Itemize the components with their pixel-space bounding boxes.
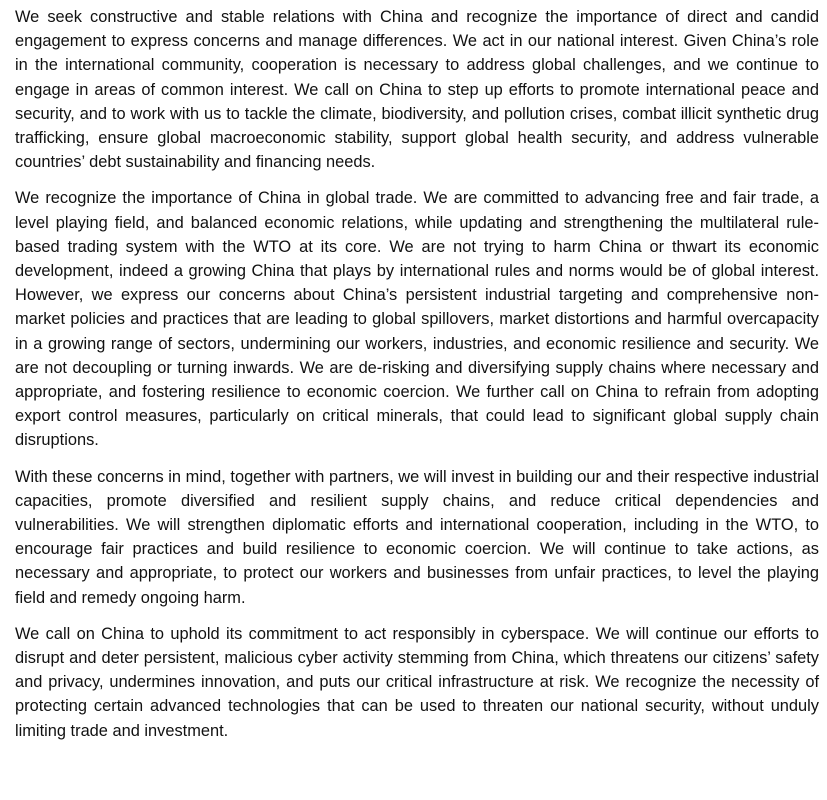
paragraph-cyberspace: We call on China to uphold its commitment to act responsibly in cyberspace. We will continue our efforts to disrupt and deter persistent, malicious cyber activity stemming from China, which threatens our citizens’ safety and privacy, undermines innovation, and puts our critical infrastructure at risk. We recognize the necessity of protecting certain advanced technologies that can be used to threaten our national security, without unduly limiting trade and investment. [15, 624, 819, 740]
paragraph-china-relations: We seek constructive and stable relations with China and recognize the importance of direct and candid engagement to express concerns and manage differences. We act in our national interest. Given China’s role in the international community, cooperation is necessary to address global challenges, and we continue to engage in areas of common interest. We call on China to step up efforts to promote international peace and security, and to work with us to tackle the climate, biodiversity, and pollution crises, combat illicit synthetic drug trafficking, ensure global macroeconomic stability, support global health security, and address vulnerable countries’ debt sustainability and financing needs. [15, 8, 819, 172]
paragraph-global-trade: We recognize the importance of China in global trade. We are committed to advancing free and fair trade, a level playing field, and balanced economic relations, while updating and strengthening the multilateral rule-based trading system with the WTO at its core. We are not trying to harm China or thwart its economic development, indeed a growing China that plays by international rules and norms would be of global interest. However, we express our concerns about China’s persistent industrial targeting and comprehensive non-market policies and practices that are leading to global spillovers, market distortions and harmful overcapacity in a growing range of sectors, undermining our workers, industries, and economic resilience and security. We are not decoupling or turning inwards. We are de-risking and diversifying supply chains where necessary and appropriate, and fostering resilience to economic coercion. We further call on China to refrain from adopting export control measures, particularly on critical minerals, that could lead to significant global supply chain disruptions. [15, 189, 819, 450]
paragraph-industrial-capacity: With these concerns in mind, together with partners, we will invest in building our and their respective industrial capacities, promote diversified and resilient supply chains, and reduce critical dependencies and vulnerabilities. We will strengthen diplomatic efforts and international cooperation, including in the WTO, to encourage fair practices and build resilience to economic coercion. We will continue to take actions, as necessary and appropriate, to protect our workers and businesses from unfair practices, to level the playing field and remedy ongoing harm. [15, 467, 819, 607]
